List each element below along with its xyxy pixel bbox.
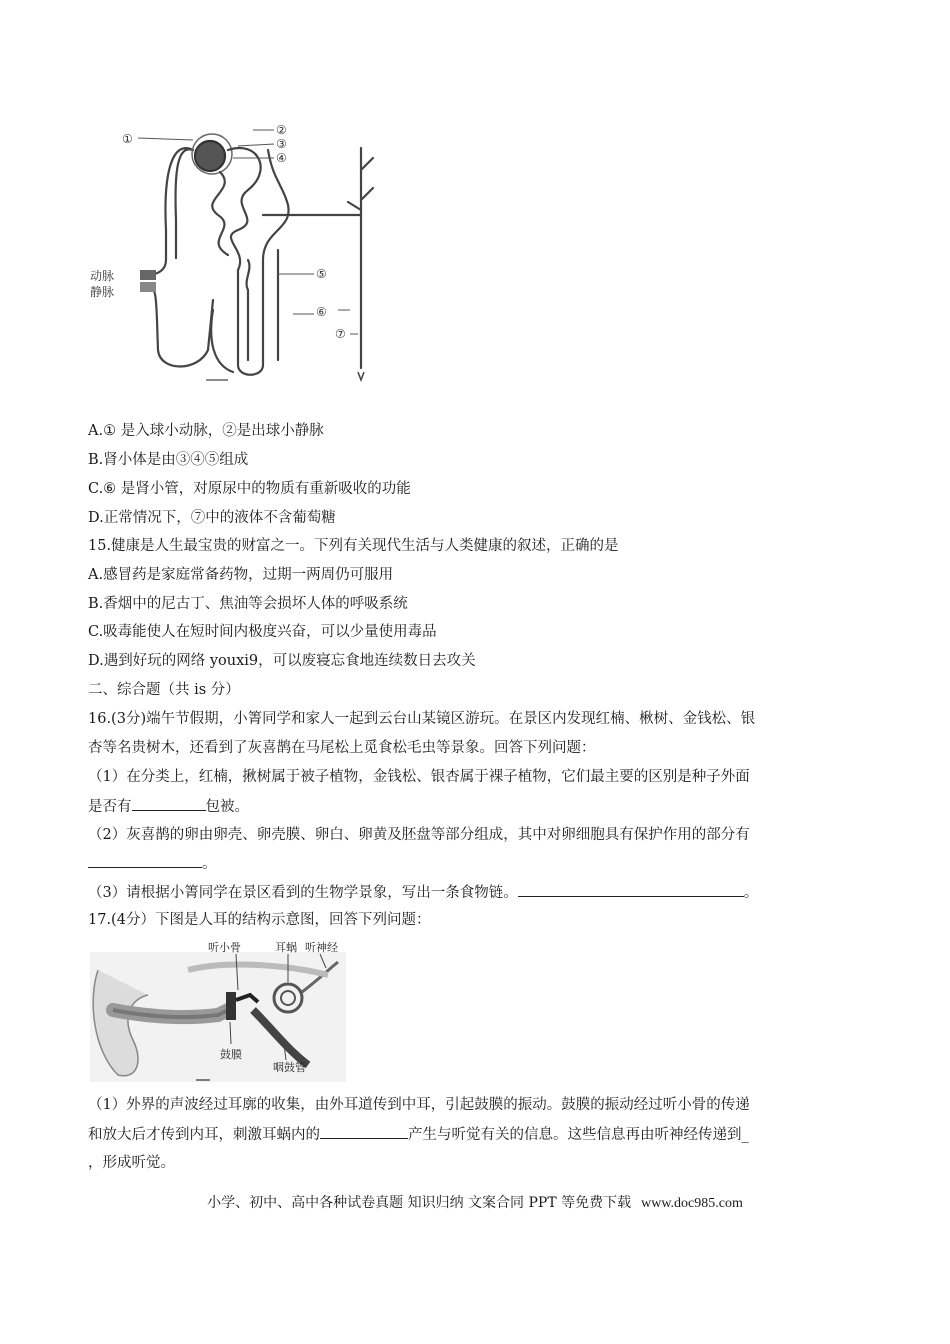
q16-part2-answer-blank[interactable]	[88, 853, 202, 868]
efferent-vessel	[176, 149, 193, 258]
label-auditory-nerve: 听神经	[305, 941, 338, 954]
q16-part1-line2	[88, 796, 868, 817]
label-eustachian-tube: 咽鼓管	[273, 1061, 306, 1074]
callout-4: ④	[276, 151, 287, 165]
vein-label: 静脉	[90, 285, 115, 299]
q15-option-a: A.感冒药是家庭常备药物，过期一两周仍可服用	[88, 567, 394, 583]
q16-part2-line1: （2）灰喜鹊的卵由卵壳、卵壳膜、卵白、卵黄及胚盘等部分组成，其中对卵细胞具有保护作用的部分有	[88, 827, 750, 843]
q14-option-a: A.① 是入球小动脉，②是出球小静脉	[88, 423, 324, 439]
tubule	[228, 148, 289, 375]
nephron-figure	[88, 110, 388, 392]
q16-part1-answer-blank[interactable]	[132, 796, 206, 811]
q14-option-d: D.正常情况下，⑦中的液体不含葡萄糖	[88, 510, 336, 526]
artery-label: 动脉	[90, 269, 115, 283]
q16-stem-line2: 杏等名贵树木，还看到了灰喜鹊在马尾松上觅食松毛虫等景象。回答下列问题：	[88, 740, 596, 756]
vein-vessel	[146, 285, 213, 367]
q16-part1-suffix: 包被。	[205, 799, 249, 815]
section-2-heading: 二、综合题（共 is 分）	[88, 682, 240, 698]
q16-stem-line1: 16.(3分)端午节假期，小箐同学和家人一起到云台山某镜区游玩。在景区内发现红楠、楸树、金钱松、银	[88, 711, 756, 727]
q17-part1-line1: （1）外界的声波经过耳廓的收集，由外耳道传到中耳，引起鼓膜的振动。鼓膜的振动经过听小骨的传递	[88, 1097, 750, 1113]
q15-stem: 15.健康是人生最宝贵的财富之一。下列有关现代生活与人类健康的叙述，正确的是	[88, 538, 619, 554]
q17-part1-middle: 产生与听觉有关的信息。这些信息再由听神经传递到	[408, 1127, 742, 1143]
callout-2: ②	[276, 123, 287, 137]
label-eardrum: 鼓膜	[220, 1048, 242, 1061]
q17-part1-prefix: 和放大后才传到内耳，刺激耳蜗内的	[88, 1127, 320, 1143]
q14-option-c: C.⑥ 是肾小管，对原尿中的物质有重新吸收的功能	[88, 481, 411, 497]
q15-option-c: C.吸毒能使人在短时间内极度兴奋，可以少量使用毒品	[88, 624, 437, 640]
q15-option-d: D.遇到好玩的网络 youxi9，可以废寝忘食地连续数日去攻关	[88, 653, 476, 669]
q17-part1-trailing-blank[interactable]: _	[741, 1127, 749, 1143]
q17-part1-line2	[88, 1124, 868, 1145]
ear-figure	[88, 940, 348, 1085]
page-footer	[0, 1192, 950, 1212]
q16-part1-line1: （1）在分类上，红楠，揪树属于被子植物，金钱松、银杏属于裸子植物，它们最主要的区别是种子外面	[88, 769, 750, 785]
label-ossicles: 听小骨	[208, 941, 241, 954]
callout-3: ③	[276, 137, 287, 151]
q14-option-b: B.肾小体是由③④⑤组成	[88, 452, 249, 468]
q16-part2-line2	[88, 853, 868, 874]
q16-part3-suffix: 。	[743, 885, 759, 901]
footer-url[interactable]: www.doc985.com	[641, 1196, 743, 1211]
q15-option-b: B.香烟中的尼古丁、焦油等会损坏人体的呼吸系统	[88, 596, 408, 612]
callout-5: ⑤	[316, 267, 327, 281]
footer-text: 小学、初中、高中各种试卷真题 知识归纳 文案合同 PPT 等免费下载	[207, 1195, 632, 1211]
q17-stem: 17.(4分）下图是人耳的结构示意图，回答下列问题：	[88, 912, 431, 928]
q16-part3-answer-blank[interactable]	[518, 882, 744, 897]
q16-part3	[88, 882, 868, 903]
afferent-vessel	[146, 148, 193, 275]
q17-part1-line3: ，形成听觉。	[88, 1155, 175, 1171]
q17-part1-answer-blank[interactable]	[320, 1124, 408, 1139]
callout-1: ①	[122, 132, 133, 146]
label-cochlea: 耳蜗	[275, 941, 297, 954]
q16-part3-prefix: （3）请根据小箐同学在景区看到的生物学景象，写出一条食物链。	[88, 885, 518, 901]
callout-6: ⑥	[316, 305, 327, 319]
q16-part2-suffix: 。	[202, 856, 217, 872]
q16-part1-prefix: 是否有	[88, 799, 132, 815]
callout-7: ⑦	[335, 327, 346, 341]
